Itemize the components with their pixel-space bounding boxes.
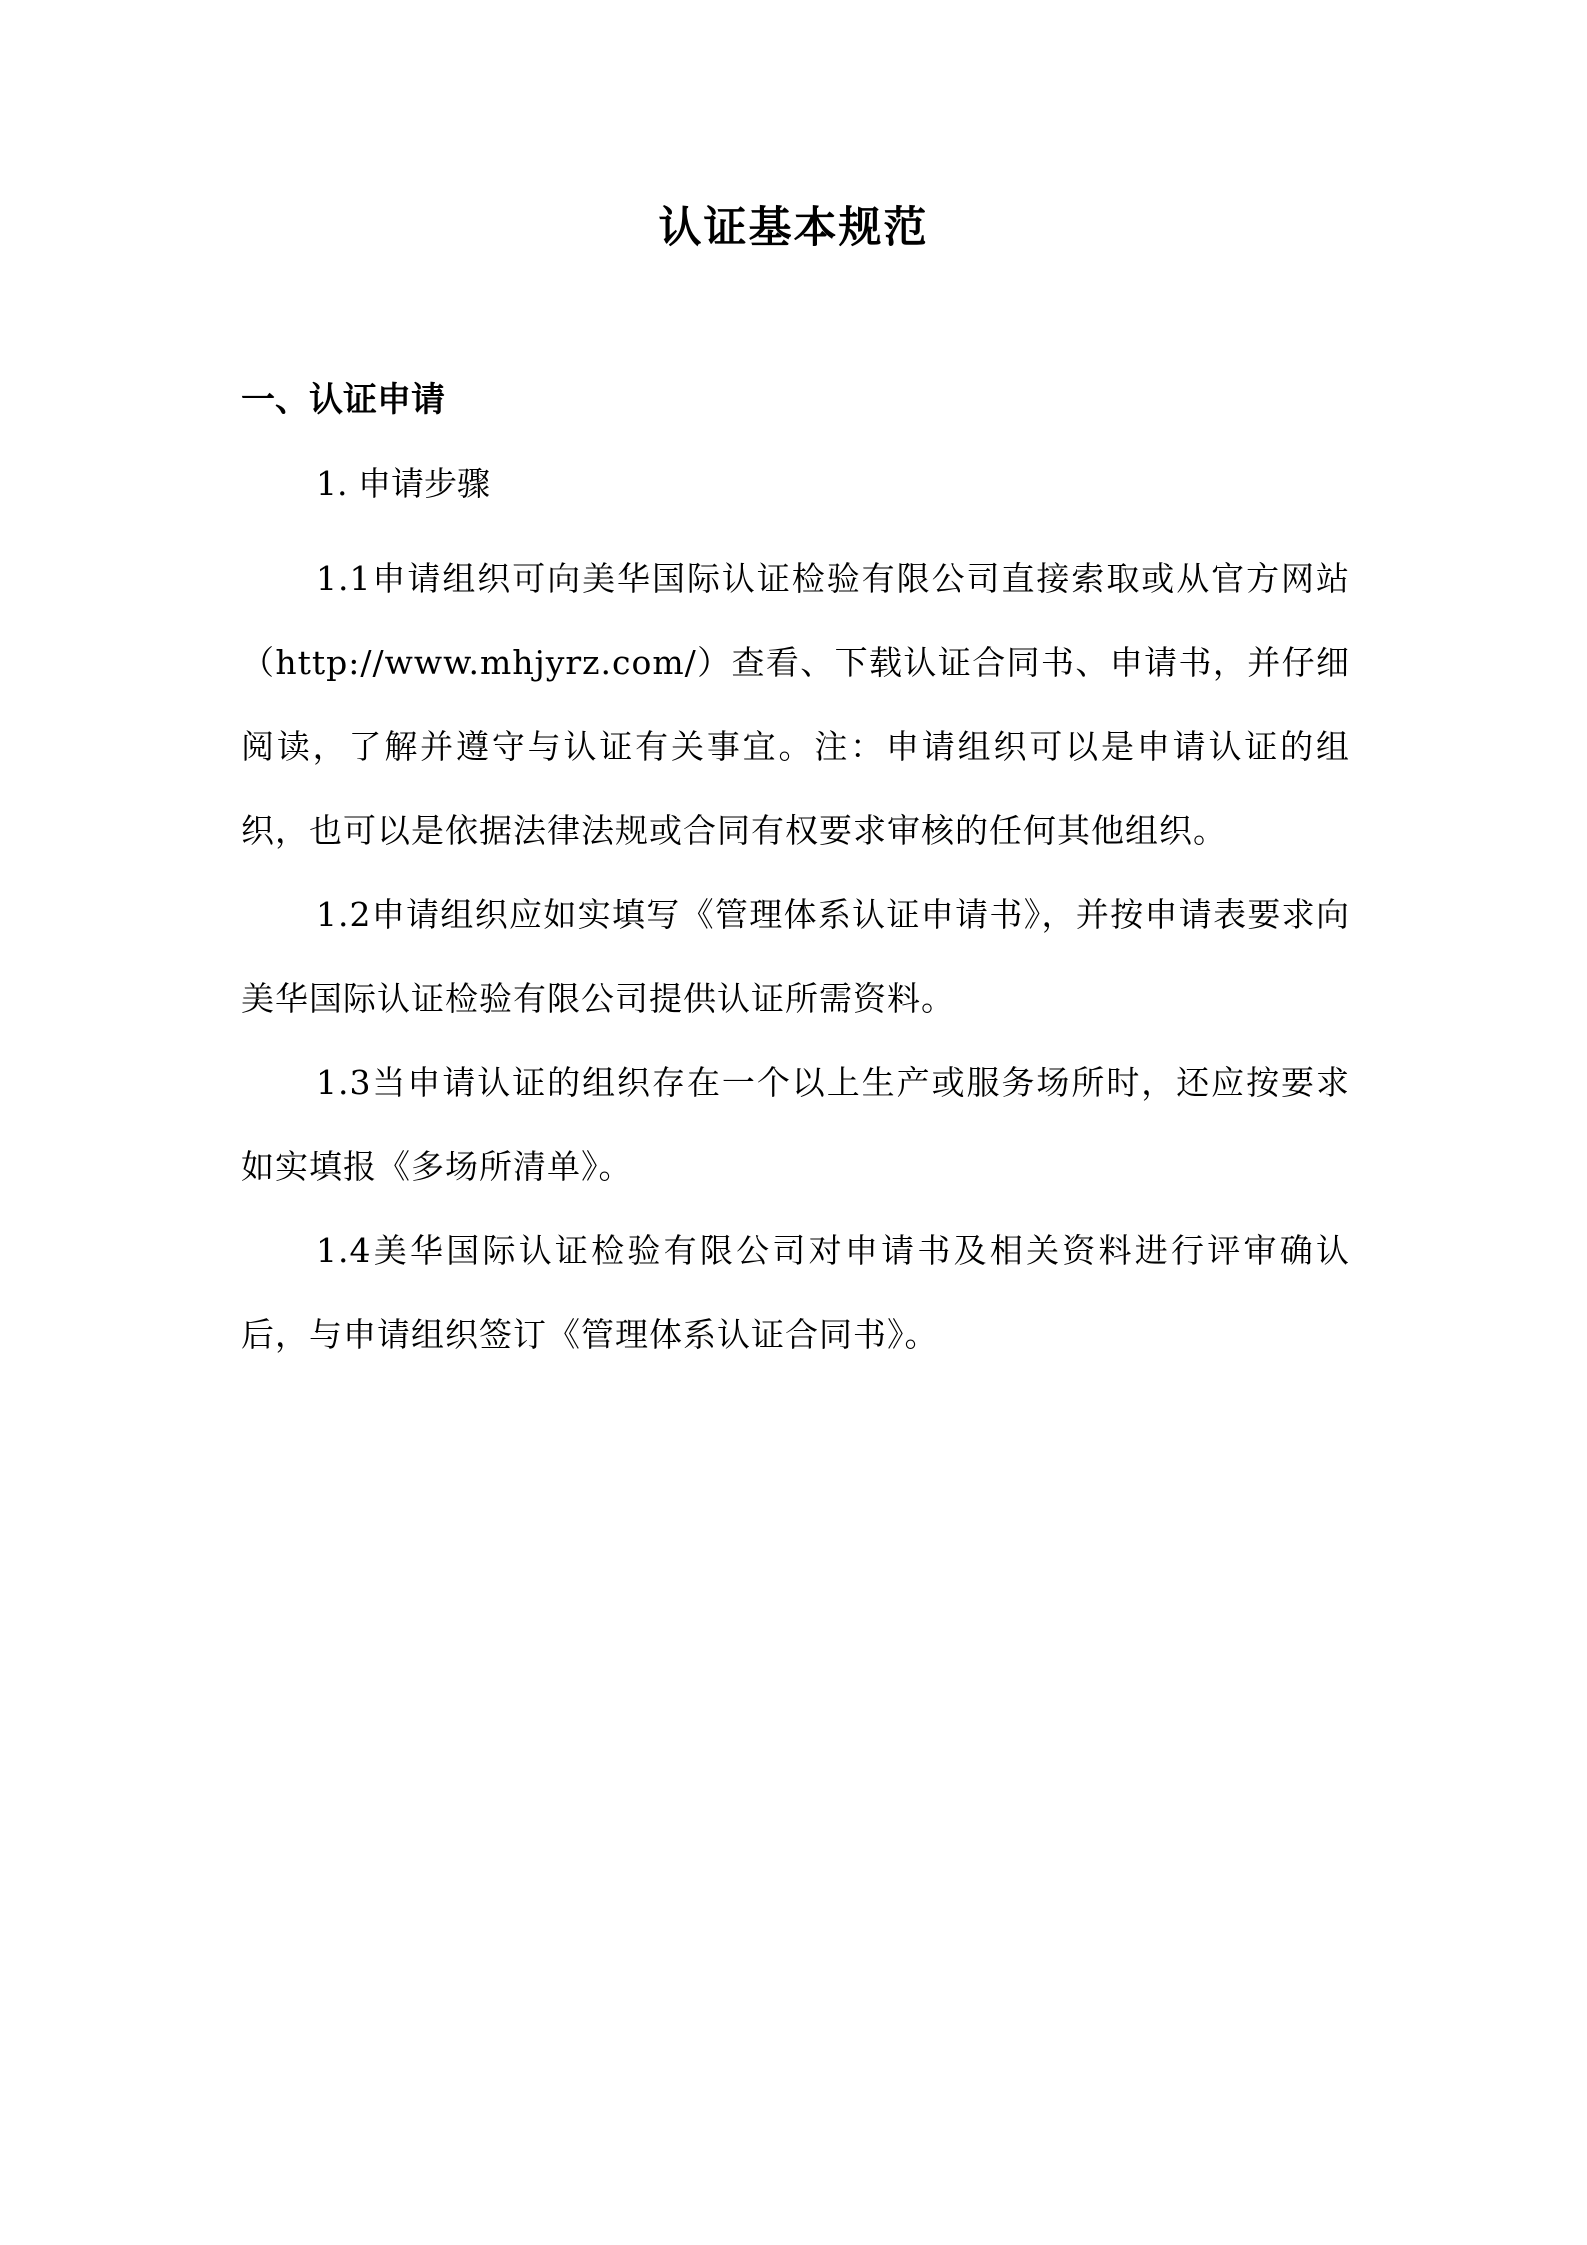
paragraph-1-1: 1.1申请组织可向美华国际认证检验有限公司直接索取或从官方网站（http://www.mhjyrz.com/）查看、下载认证合同书、申请书，并仔细阅读，了解并遵守与认证有关事宜。注：申请组织可以是申请认证的组织，也可以是依据法律法规或合同有权要求审核的任何其他组织。 [241,559,1350,850]
paragraph-1-2: 1.2申请组织应如实填写《管理体系认证申请书》，并按申请表要求向美华国际认证检验有限公司提供认证所需资料。 [241,895,1350,1018]
document-body [241,370,1350,1377]
paragraph-1-4: 1.4美华国际认证检验有限公司对申请书及相关资料进行评审确认后，与申请组织签订《管理体系认证合同书》。 [241,1231,1350,1354]
document-title: 认证基本规范 [658,203,929,253]
subsection-heading: 1. 申请步骤 [316,464,490,503]
section-heading: 一、认证申请 [241,380,445,420]
paragraph-1-3: 1.3当申请认证的组织存在一个以上生产或服务场所时，还应按要求如实填报《多场所清单》。 [241,1063,1350,1186]
